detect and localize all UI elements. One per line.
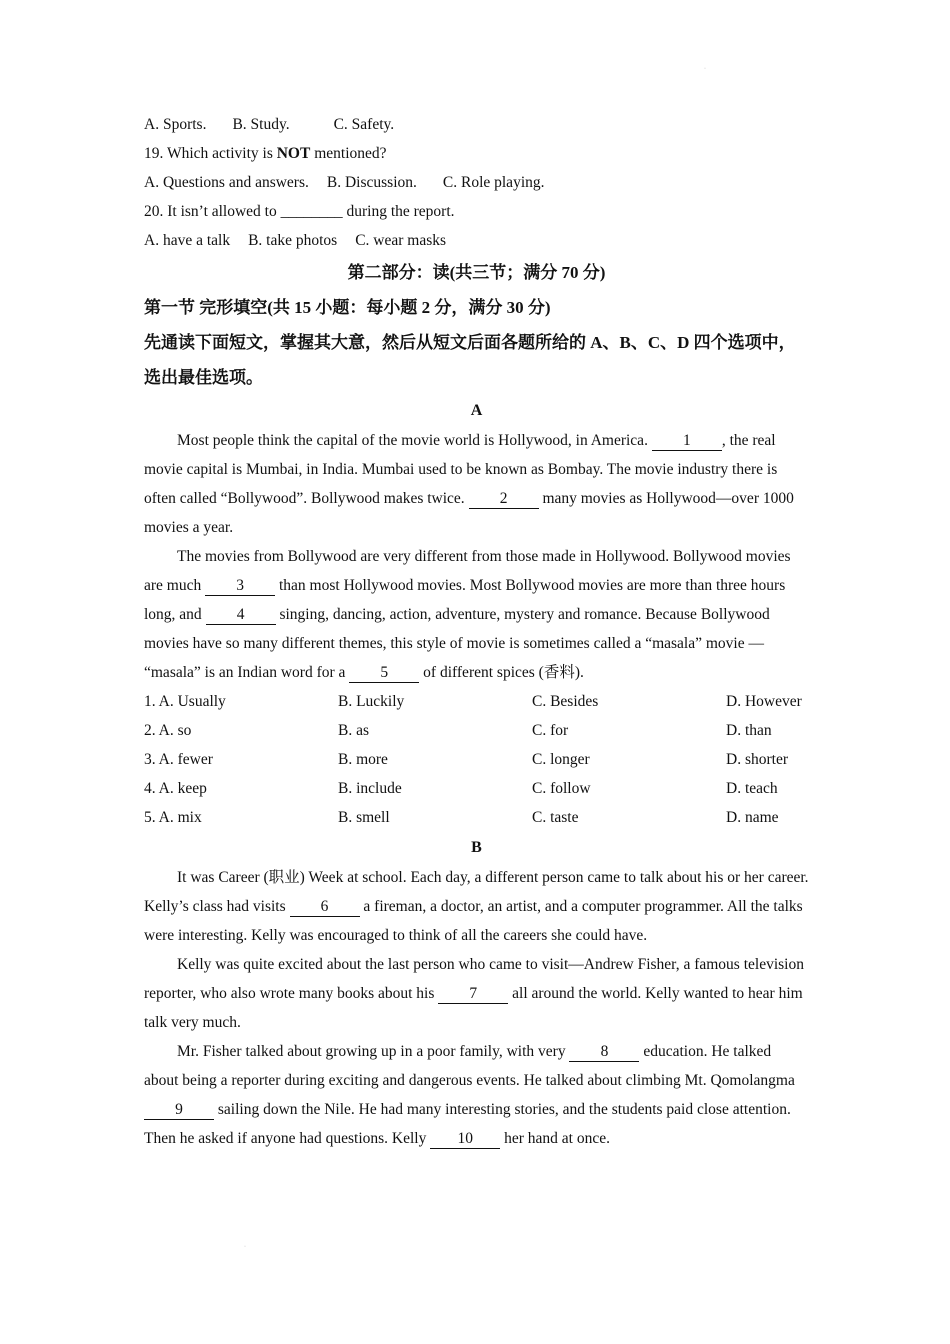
q19-stem: 19. Which activity is NOT mentioned? [144, 145, 387, 162]
blank-4: 4 [206, 606, 276, 625]
option: 1. A. Usually [144, 693, 226, 710]
passage-b-paragraph-3: Mr. Fisher talked about growing up in a poor family, with very 8 education. He talked about being a reporter during exciting and dangerous events. He talked about climbing Mt. Qomolangma 9 sailing down the Nile. He had many interesting stories, and the students paid close attention. Then he asked if anyone had questions. Kelly 10 her hand at once. [144, 1043, 795, 1147]
blank-2: 2 [469, 490, 539, 509]
passage-a-options [144, 687, 809, 832]
option: 2. A. so [144, 722, 192, 739]
option: B. more [338, 751, 388, 768]
passage-a-paragraph-2: The movies from Bollywood are very different from those made in Hollywood. Bollywood movies are much 3 than most Hollywood movies. Most Bollywood movies are more than three hours long, and 4 singing, dancing, action, adventure, mystery and romance. Because Bollywood movies have so many different themes, this style of movie is sometimes called a “masala” movie — “masala” is an Indian word for a 5 of different spices (香料). [144, 548, 791, 681]
blank-1: 1 [652, 432, 722, 451]
option: B. Luckily [338, 693, 405, 710]
q20-stem: 20. It isn’t allowed to ________ during the report. [144, 203, 455, 220]
scan-dot: · [704, 66, 706, 72]
option: B. include [338, 780, 402, 797]
q20-options: A. have a talk B. take photos C. wear masks [144, 232, 447, 249]
option: 3. A. fewer [144, 751, 213, 768]
passage-b-paragraph-2: Kelly was quite excited about the last person who came to visit—Andrew Fisher, a famous television reporter, who also wrote many books about his 7 all around the world. Kelly wanted to hear him talk very much. [144, 956, 804, 1031]
option: C. for [532, 722, 569, 739]
passage-a-paragraph-1: Most people think the capital of the movie world is Hollywood, in America. 1 , the real movie capital is Mumbai, in India. Mumbai used to be known as Bombay. The movie industry there is often called “Bollywood”. Bollywood makes twice. 2 many movies as Hollywood—over 1000 movies a year. [144, 432, 794, 536]
exam-page [144, 110, 809, 1153]
passage-b-label: B [471, 839, 482, 856]
option: D. than [726, 722, 772, 739]
option: D. shorter [726, 751, 788, 768]
q19-options: A. Questions and answers. B. Discussion. C. Role playing. [144, 174, 545, 191]
option: C. follow [532, 780, 591, 797]
blank-5: 5 [349, 664, 419, 683]
section-one-title: 第一节 完形填空(共 15 小题：每小题 2 分，满分 30 分) [144, 298, 551, 317]
option: C. Besides [532, 693, 599, 710]
blank-8: 8 [569, 1043, 639, 1062]
option: C. taste [532, 809, 579, 826]
passage-a-label: A [470, 402, 483, 419]
option: D. name [726, 809, 779, 826]
option: B. as [338, 722, 369, 739]
option: B. smell [338, 809, 390, 826]
blank-9: 9 [144, 1101, 214, 1120]
section-instructions: 先通读下面短文，掌握其大意，然后从短文后面各题所给的 A、B、C、D 四个选项中，选出最佳选项。 [144, 333, 796, 387]
blank-7: 7 [438, 985, 508, 1004]
scan-dot: · [244, 1244, 246, 1250]
q18-options: A. Sports. B. Study. C. Safety. [144, 116, 395, 133]
part-two-title: 第二部分：读(共三节；满分 70 分) [347, 263, 606, 282]
passage-b-paragraph-1: It was Career (职业) Week at school. Each day, a different person came to talk about his or her career. Kelly’s class had visits 6 a fireman, a doctor, an artist, and a computer programmer. All the talks were interesting. Kelly was encouraged to think of all the careers she could have. [144, 869, 809, 944]
option: D. teach [726, 780, 778, 797]
blank-6: 6 [290, 898, 360, 917]
option: C. longer [532, 751, 590, 768]
blank-10: 10 [430, 1130, 500, 1149]
option: 4. A. keep [144, 780, 207, 797]
option: 5. A. mix [144, 809, 202, 826]
option: D. However [726, 693, 802, 710]
blank-3: 3 [205, 577, 275, 596]
